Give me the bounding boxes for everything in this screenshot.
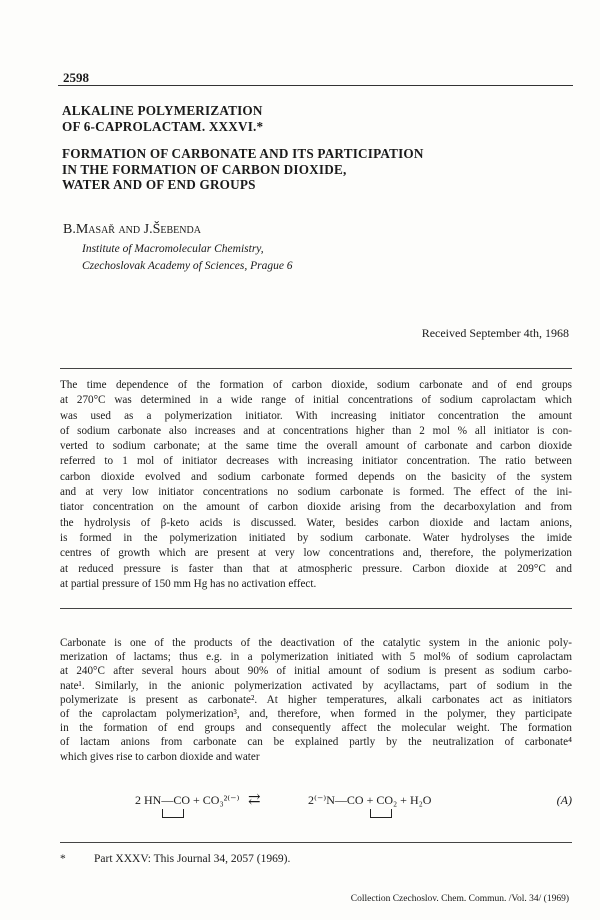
abstract-line: The time dependence of the formation of carbon dioxide, sodium carbonate and of end groups <box>60 379 572 391</box>
affiliation <box>82 241 293 275</box>
received-date: Received September 4th, 1968 <box>421 326 569 340</box>
title-line: OF 6-CAPROLACTAM. XXXVI.* <box>62 118 264 134</box>
lactam-ring-bracket <box>162 809 184 818</box>
body-line: at 240°C after several hours about 90% of initial amount of sodium is present as sodium carbo- <box>60 665 572 678</box>
abstract-rule-top <box>60 368 572 369</box>
body-line: of the caprolactam polymerization³, and, therefore, when formed in the polymer, they participate <box>60 708 572 721</box>
footnote-text: Part XXXV: This Journal 34, 2057 (1969). <box>94 853 291 865</box>
abstract-line: at 270°C was determined in a wide range of initial concentrations of sodium caprolactam which <box>60 394 572 407</box>
abstract-line: and at very low initiator concentrations no sodium carbonate is formed. The effect of the ini- <box>60 486 572 499</box>
chemical-equation <box>60 793 572 827</box>
subtitle-line: IN THE FORMATION OF CARBON DIOXIDE, <box>62 161 347 177</box>
lactam-ring-bracket <box>370 809 392 818</box>
body-line: nate¹. Similarly, in the anionic polymerization activated by acyllactams, part of sodium in the <box>60 679 572 692</box>
abstract-line: at partial pressure of 150 mm Hg has no activation effect. <box>60 577 317 590</box>
abstract-line: referred to 1 mol of initiator decreases with increasing initiator concentration. The ratio between <box>60 455 572 468</box>
page-number: 2598 <box>63 70 89 85</box>
equation-label: (A) <box>556 793 572 807</box>
journal-footer: Collection Czechoslov. Chem. Commun. /Vol. 34/ (1969) <box>350 894 569 904</box>
body-line: Carbonate is one of the products of the deactivation of the catalytic system in the anionic poly- <box>60 637 572 649</box>
abstract-line: of sodium carbonate also increases and at concentrations higher than 2 mol % all initiator is con- <box>60 424 572 437</box>
footnote-mark: * <box>60 853 66 865</box>
abstract-line: at reduced pressure is faster than that at atmospheric pressure. Carbon dioxide at 209°C and <box>60 562 572 575</box>
footnote <box>60 853 290 865</box>
body-line: merization of lactams; thus e.g. in a polymerization initiated with 5 mol% of sodium caprolactam <box>60 651 572 664</box>
title-line: ALKALINE POLYMERIZATION <box>62 103 263 118</box>
body-line: of lactam anions from carbonate can be explained partly by the neutralization of carbonate⁴ <box>60 736 572 749</box>
abstract-line: the hydrolysis of β-keto acids is discussed. Water, besides carbon dioxide and lactam anions, <box>60 516 572 529</box>
abstract-line: was used as a polymerization initiator. With increasing initiator concentration the amount <box>60 409 572 422</box>
authors: B.Masař and J.Šebenda <box>63 222 201 237</box>
header-rule <box>58 85 573 86</box>
abstract-rule-bottom <box>60 608 572 609</box>
body-line: polymerizate is present as carbonate². At higher temperatures, alkali carbonates act as initiators <box>60 693 572 706</box>
subtitle-line: WATER AND OF END GROUPS <box>62 177 256 192</box>
affiliation-line: Institute of Macromolecular Chemistry, <box>82 243 264 255</box>
body-paragraph <box>60 636 572 764</box>
abstract-line: is formed in the polymerization initiated by sodium carbonate. Water hydrolyses the imide <box>60 531 572 544</box>
abstract-line: carbon dioxide evolved and sodium carbonate formed depends on the basicity of the system <box>60 470 572 483</box>
body-line: in the formation of end groups and consequently affect the molecular weight. The formation <box>60 722 572 735</box>
body-line: which gives rise to carbon dioxide and water <box>60 750 260 763</box>
footnote-rule <box>60 842 572 843</box>
equilibrium-arrow-icon: ⇄ <box>248 792 261 808</box>
equation-left-side: 2 HN—CO + CO₃²⁽⁻⁾ <box>135 793 240 807</box>
abstract-line: tiator concentration on the amount of carbon dioxide arising from the decarboxylation and from <box>60 501 572 514</box>
abstract-line: verted to sodium carbonate; at the same time the overall amount of carbonate and carbon dioxide <box>60 440 572 453</box>
abstract-line: centres of growth which are present at very low concentrations and, therefore, the polymerization <box>60 547 572 560</box>
equation-right-side: 2⁽⁻⁾N—CO + CO₂ + H₂O <box>308 793 432 807</box>
affiliation-line: Czechoslovak Academy of Sciences, Prague 6 <box>82 260 293 272</box>
abstract <box>60 378 572 592</box>
subtitle <box>62 146 572 193</box>
subtitle-line: FORMATION OF CARBONATE AND ITS PARTICIPATION <box>62 146 424 161</box>
title-block <box>62 103 572 193</box>
